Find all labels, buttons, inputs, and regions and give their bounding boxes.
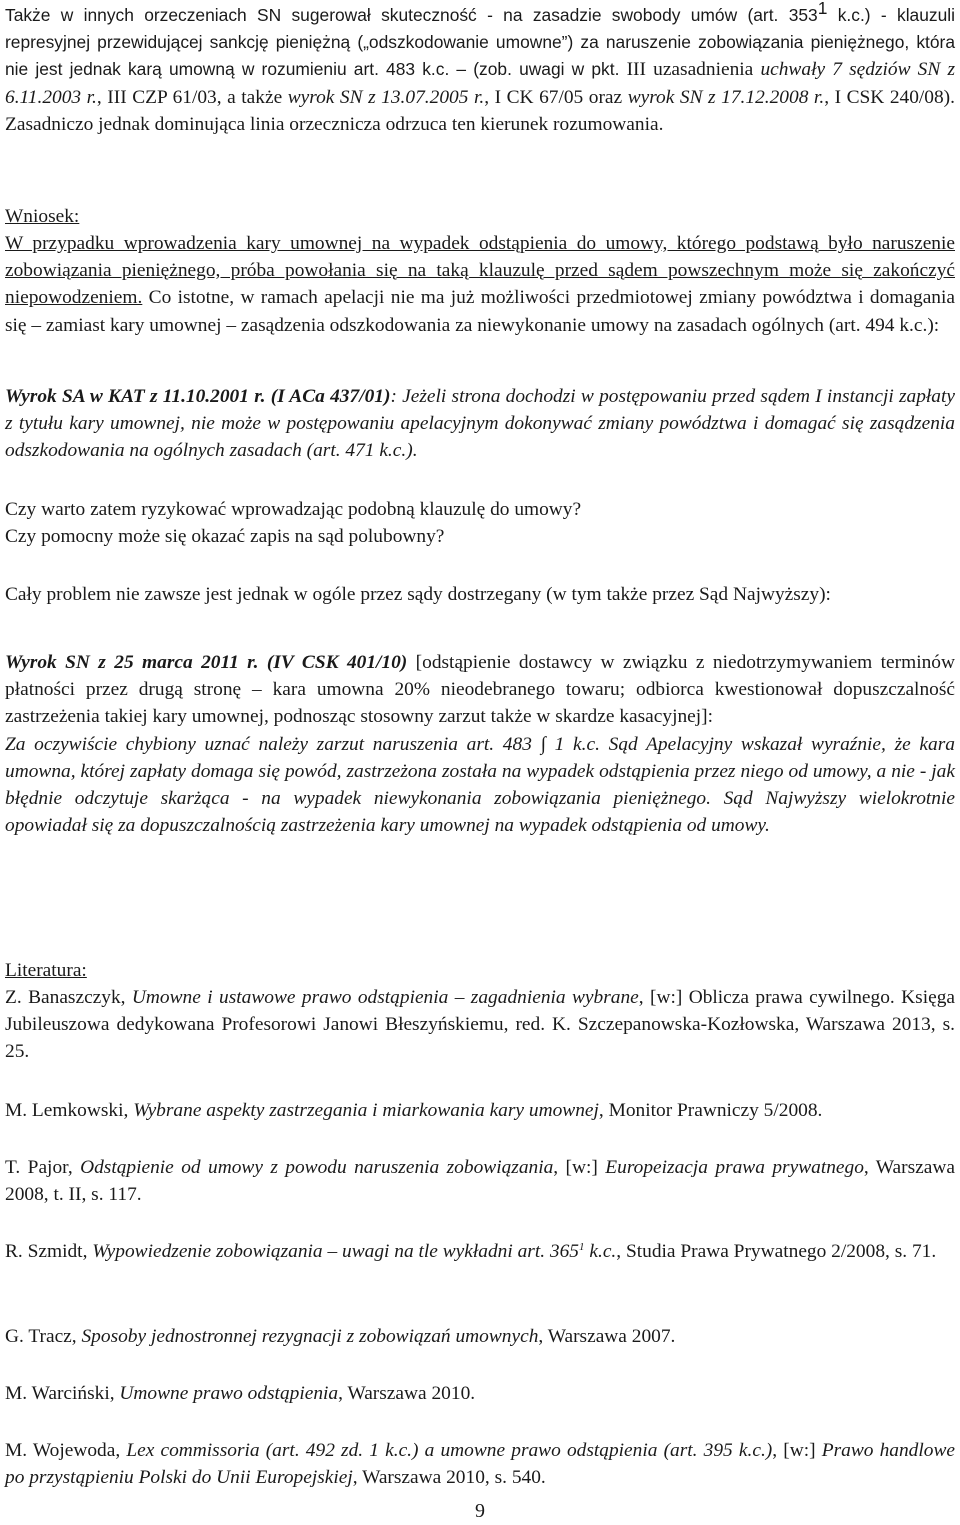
question-1 <box>5 496 955 523</box>
literature-item-2 <box>5 1097 955 1124</box>
intro-text-e: , III CZP 61/03, a także <box>96 86 288 108</box>
conclusion-rest: Co istotne, w ramach apelacji nie ma już możliwości przedmiotowej zmiany powództwa i domagania się – zamiast kary umownej – zasądzenia odszkodowania za niewykonanie umowy na zasadach ogólnych (art. 494 k.c.): <box>5 287 955 336</box>
verdict-sa-title: Wyrok SA w KAT z 11.10.2001 r. (I ACa 437/01) <box>5 386 391 407</box>
literature-item-7 <box>5 1437 955 1491</box>
lit-5-author: G. Tracz, <box>5 1326 82 1347</box>
literature-item-5 <box>5 1323 955 1350</box>
verdict-sn-quote-a: Za oczywiście chybiony uznać należy zarzut naruszenia art. 483 <box>5 733 541 755</box>
lit-3-title: Odstąpienie od umowy z powodu naruszenia zobowiązania <box>80 1157 554 1178</box>
lit-1-author: Z. Banaszczyk, <box>5 987 132 1008</box>
lit-4-rest: , Studia Prawa Prywatnego 2/2008, s. 71. <box>616 1241 937 1262</box>
page-number: 9 <box>475 1500 485 1522</box>
lit-4-author: R. Szmidt, <box>5 1241 93 1262</box>
verdict-sa-text: Jeżeli strona dochodzi w postępowaniu przed sądem I instancji zapłaty z tytułu kary umownej, nie może w postępowaniu apelacyjnym dokonywać zmiany powództwa i domagać się zasądzenia odszkodowania na ogólnych zasadach (art. 471 k.c.). <box>5 386 955 462</box>
lit-6-author: M. Warciński, <box>5 1383 120 1404</box>
lit-7-title: Lex commissoria (art. 492 zd. 1 k.c.) a umowne prawo odstąpienia (art. 395 k.c.) <box>126 1440 773 1461</box>
lit-5-title: Sposoby jednostronnej rezygnacji z zobowiązań umownych <box>81 1326 539 1347</box>
verdict-sn-title: Wyrok SN z 25 marca 2011 r. (IV CSK 401/10) <box>5 652 408 673</box>
lit-3-author: T. Pajor, <box>5 1157 81 1178</box>
lit-7-author: M. Wojewoda, <box>5 1440 127 1461</box>
lit-2-title: Wybrane aspekty zastrzegania i miarkowania kary umownej <box>133 1100 599 1121</box>
lit-7-mid: , [w:] <box>772 1440 822 1461</box>
intro-text-i: , I CSK 240/08). Zasadniczo jednak dominująca linia orzecznicza odrzuca ten kierunek rozumowania. <box>5 86 955 135</box>
intro-text-g: , I CK 67/05 oraz <box>484 86 628 108</box>
verdict-sn-quote-b: 1 k.c. Sąd Apelacyjny wskazał wyraźnie, że kara umowna, której zapłaty domaga się powód, zastrzeżona została na wypadek odstąpienia przez niego od umowy, a nie - jak błędnie odczytuje skarżąca - na wypadek niewykonania zobowiązania pieniężnego. Sąd Najwyższy wielokrotnie opowiadał się za dopuszczalnością zastrzeżenia kary umownej na wypadek odstąpienia od umowy. <box>5 733 955 837</box>
lit-1-rest: , [w:] Oblicza prawa cywilnego. Księga Jubileuszowa dedykowana Profesorowi Janowi Błeszyńskiemu, red. K. Szczepanowska-Kozłowska, Warszawa 2013, s. 25. <box>5 987 955 1063</box>
lit-7-rest: , Warszawa 2010, s. 540. <box>352 1467 546 1489</box>
paragraph-intro <box>5 2 955 138</box>
verdict-sn-note: [odstąpienie dostawcy w związku z niedotrzymywaniem terminów płatności przez drugą stronę – kara umowna 20% nieodebranego towaru; odbiorca kwestionował dopuszczalność zastrzeżenia takiej kary umownej, podnosząc stosowny zarzut także w skardze kasacyjnej]: <box>5 652 955 728</box>
lit-1-title: Umowne i ustawowe prawo odstąpienia – zagadnienia wybrane <box>131 987 639 1008</box>
intro-ref-3: wyrok SN z 17.12.2008 r. <box>627 86 825 108</box>
problem-text: Cały problem nie zawsze jest jednak w ogóle przez sądy dostrzegany (w tym także przez Sąd Najwyższy): <box>5 584 831 605</box>
conclusion-paragraph <box>5 230 955 339</box>
literature-item-4 <box>5 1238 955 1265</box>
problem-paragraph <box>5 581 955 608</box>
intro-text-b: k.c.) - klauzuli represyjnej przewidującej sankcję pieniężną („odszkodowanie umowne”) za naruszenie zobowiązania pieniężnego, która nie jest jednak karą umowną w rozumieniu art. 483 k.c. – (zob. uwagi w pkt. <box>5 5 955 80</box>
section-sign-icon: ∫ <box>540 733 546 755</box>
lit-7-title2: Prawo handlowe po przystąpieniu Polski do Unii Europejskiej <box>5 1440 955 1489</box>
literature-heading-text: Literatura: <box>5 960 87 981</box>
verdict-sn <box>5 649 955 839</box>
lit-3-mid: , [w:] <box>553 1157 606 1178</box>
question-2-text: Czy pomocny może się okazać zapis na sąd polubowny? <box>5 526 445 547</box>
question-2 <box>5 523 955 550</box>
lit-4-sup: 1 <box>579 1241 585 1253</box>
lit-3-rest: , Warszawa 2008, t. II, s. 117. <box>5 1157 955 1206</box>
question-1-text: Czy warto zatem ryzykować wprowadzając podobną klauzulę do umowy? <box>5 499 582 520</box>
conclusion-underlined: W przypadku wprowadzenia kary umownej na wypadek odstąpienia do umowy, którego podstawą było naruszenie zobowiązania pieniężnego, próba powołania się na taką klauzulę przed sądem powszechnym może się zakończyć niepowodzeniem. <box>5 233 955 309</box>
intro-text-c: III uzasadnienia <box>626 59 761 81</box>
verdict-sa <box>5 383 955 465</box>
verdict-sa-colon: : <box>390 386 403 407</box>
lit-6-title: Umowne prawo odstąpienia <box>119 1383 339 1404</box>
literature-item-6 <box>5 1380 955 1407</box>
conclusion-heading <box>5 203 955 230</box>
intro-ref-1: uchwały 7 sędziów SN z 6.11.2003 r. <box>5 59 956 108</box>
lit-4-title: Wypowiedzenie zobowiązania – uwagi na tle wykładni art. 365 <box>92 1241 580 1262</box>
intro-text-a: Także w innych orzeczeniach SN sugerował skuteczność - na zasadzie swobody umów (art. 353 <box>5 5 818 25</box>
lit-4-title-end: k.c. <box>584 1241 617 1262</box>
literature-heading <box>5 957 955 984</box>
lit-3-title2: Europeizacja prawa prywatnego <box>605 1157 864 1178</box>
intro-ref-2: wyrok SN z 13.07.2005 r. <box>287 86 485 108</box>
literature-item-3 <box>5 1154 955 1208</box>
lit-6-rest: , Warszawa 2010. <box>338 1383 476 1404</box>
intro-sup: 1 <box>817 0 828 18</box>
lit-2-author: M. Lemkowski, <box>5 1100 134 1121</box>
conclusion-heading-text: Wniosek: <box>5 206 80 227</box>
lit-2-rest: , Monitor Prawniczy 5/2008. <box>598 1100 823 1121</box>
literature-item-1 <box>5 984 955 1066</box>
lit-5-rest: , Warszawa 2007. <box>538 1326 676 1347</box>
